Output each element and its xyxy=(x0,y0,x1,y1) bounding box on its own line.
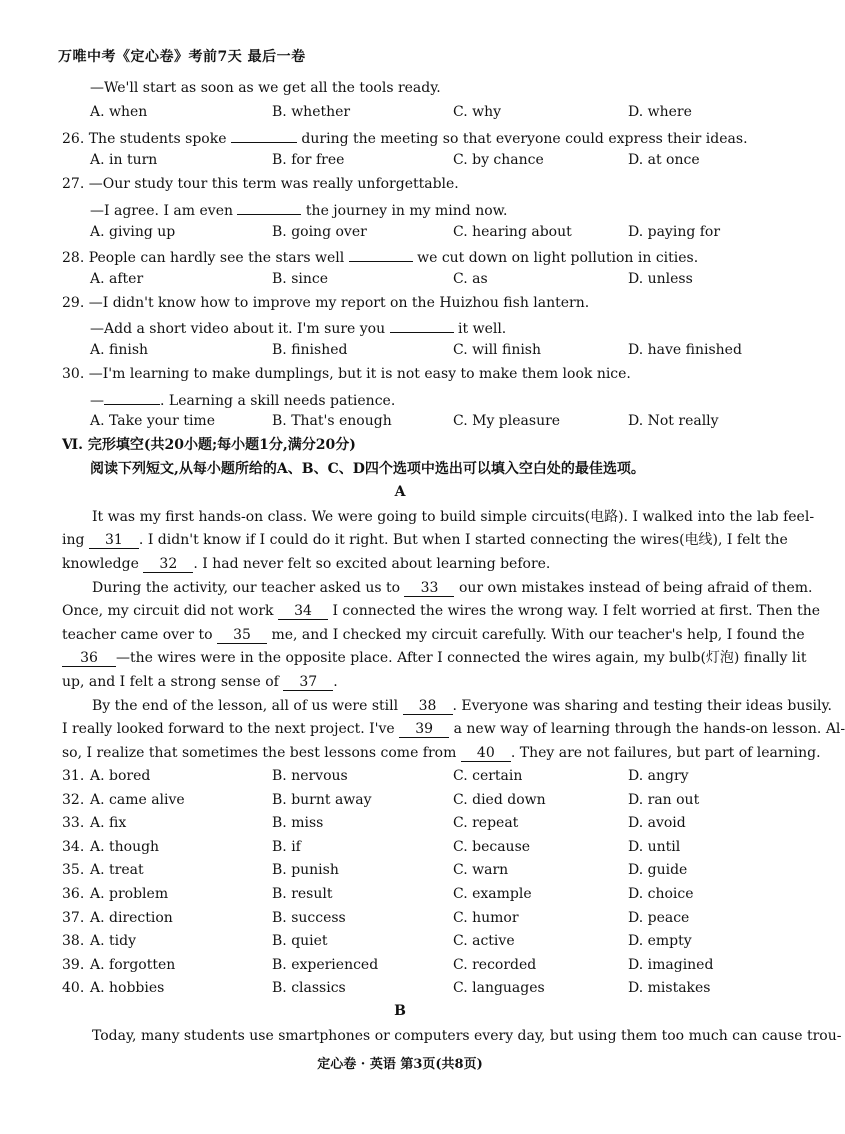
q28-option-d: D. unless xyxy=(628,271,693,287)
choice-option-d: D. imagined xyxy=(628,956,714,973)
blank-34: 34 xyxy=(278,603,328,620)
q29-option-d: D. have finished xyxy=(628,342,742,358)
choice-option-c: C. example xyxy=(453,886,532,902)
choice-option-b: B. experienced xyxy=(272,956,379,973)
q28-option-c: C. as xyxy=(453,271,488,287)
passage-text: knowledge xyxy=(62,556,139,572)
blank-35: 35 xyxy=(217,627,267,644)
choice-option-b: B. punish xyxy=(272,862,339,879)
choice-number: 38. xyxy=(62,933,85,950)
choice-option-b: B. burnt away xyxy=(272,791,372,808)
q28-text-after: we cut down on light pollution in cities. xyxy=(417,250,699,266)
q29-line2-before: —Add a short video about it. I'm sure you xyxy=(90,321,386,337)
choice-option-b: B. nervous xyxy=(272,768,348,784)
choice-option-a: A. fix xyxy=(90,815,127,832)
passage-b-label: B xyxy=(394,1003,406,1019)
choice-option-a: A. direction xyxy=(90,909,173,926)
choice-option-a: A. came alive xyxy=(90,791,185,808)
q28-text-before: People can hardly see the stars well xyxy=(88,250,345,266)
blank-37: 37 xyxy=(283,674,333,691)
q26-option-d: D. at once xyxy=(628,152,700,168)
q27-line1: —Our study tour this term was really unforgettable. xyxy=(88,176,459,192)
choice-option-c: C. because xyxy=(453,838,531,855)
choice-option-d: D. guide xyxy=(628,862,688,879)
choice-option-a: A. tidy xyxy=(90,933,136,950)
q28-option-b: B. since xyxy=(272,271,328,287)
q27-line2 xyxy=(90,199,507,220)
q26-option-c: C. by chance xyxy=(453,152,544,168)
passage-line: It was my first hands-on class. We were going to build simple circuits(电路). I walked into the lab feel- xyxy=(92,509,815,525)
q27-option-b: B. going over xyxy=(272,224,367,240)
passage-line xyxy=(62,555,550,573)
q26-text-before: The students spoke xyxy=(88,131,227,147)
blank-36: 36 xyxy=(62,650,116,667)
passage-line xyxy=(62,744,821,762)
choice-option-c: C. warn xyxy=(453,862,509,879)
q30-option-c: C. My pleasure xyxy=(453,413,561,429)
choice-option-c: C. languages xyxy=(453,980,545,997)
choice-option-d: D. choice xyxy=(628,886,694,902)
q26-option-b: B. for free xyxy=(272,152,345,168)
q27-option-d: D. paying for xyxy=(628,224,721,240)
q27-number: 27. xyxy=(62,176,85,192)
q29-line2 xyxy=(90,317,506,338)
passage-line xyxy=(92,697,832,715)
choice-option-c: C. humor xyxy=(453,909,519,926)
passage-line xyxy=(62,673,338,691)
page-footer: 定心卷 · 英语 第3页(共8页) xyxy=(317,1057,483,1072)
choice-option-c: C. certain xyxy=(453,768,523,784)
passage-text: . They are not failures, but part of learning. xyxy=(510,745,821,761)
choice-option-c: C. active xyxy=(453,933,515,950)
passage-text: . xyxy=(333,674,338,690)
passage-text: our own mistakes instead of being afraid of them. xyxy=(458,580,813,596)
q26-stem xyxy=(62,127,748,148)
q26-blank xyxy=(231,127,297,143)
passage-text: me, and I checked my circuit carefully. With our teacher's help, I found the xyxy=(271,627,805,643)
passage-text: a new way of learning through the hands-on lesson. Al- xyxy=(453,721,845,737)
q27-option-c: C. hearing about xyxy=(453,224,572,240)
q29-option-b: B. finished xyxy=(272,342,348,358)
q30-option-a: A. Take your time xyxy=(90,413,215,429)
passage-text: so, I realize that sometimes the best lessons come from xyxy=(62,745,457,761)
q25-option-b: B. whether xyxy=(272,104,351,120)
q27-line2-before: —I agree. I am even xyxy=(90,203,234,219)
q30-line2-after: . Learning a skill needs patience. xyxy=(160,393,396,409)
passage-line xyxy=(92,579,812,597)
q30-option-d: D. Not really xyxy=(628,413,719,429)
choice-option-b: B. result xyxy=(272,886,333,902)
passage-text: teacher came over to xyxy=(62,627,213,643)
passage-b-line: Today, many students use smartphones or computers every day, but using them too much can cause trou- xyxy=(92,1028,842,1044)
passage-text: ing xyxy=(62,532,85,548)
choice-number: 39. xyxy=(62,956,85,973)
passage-a-label: A xyxy=(394,484,406,500)
q25-option-d: D. where xyxy=(628,104,692,120)
q27-line2-after: the journey in my mind now. xyxy=(305,203,508,219)
q30-option-b: B. That's enough xyxy=(272,413,392,429)
q26-option-a: A. in turn xyxy=(90,152,158,168)
choice-option-a: A. treat xyxy=(90,862,144,879)
passage-line xyxy=(62,720,845,738)
blank-39: 39 xyxy=(399,721,449,738)
choice-number: 33. xyxy=(62,815,85,832)
choice-option-d: D. avoid xyxy=(628,815,686,832)
passage-line xyxy=(62,602,820,620)
q29-number: 29. xyxy=(62,295,85,311)
choice-option-d: D. empty xyxy=(628,933,692,950)
q29-blank xyxy=(390,317,454,333)
q30-number: 30. xyxy=(62,366,85,382)
choice-option-d: D. mistakes xyxy=(628,980,711,997)
choice-option-d: D. ran out xyxy=(628,791,700,808)
q30-line2-before: — xyxy=(90,393,104,409)
blank-38: 38 xyxy=(403,698,453,715)
choice-option-b: B. if xyxy=(272,838,301,855)
section-instruction: 阅读下列短文,从每小题所给的A、B、C、D四个选项中选出可以填入空白处的最佳选项。 xyxy=(90,461,645,477)
choice-option-b: B. quiet xyxy=(272,933,328,950)
choice-option-c: C. repeat xyxy=(453,815,519,832)
q29-line1: —I didn't know how to improve my report on the Huizhou fish lantern. xyxy=(88,295,590,311)
passage-line xyxy=(62,626,805,644)
q27-option-a: A. giving up xyxy=(90,224,176,240)
choice-number: 35. xyxy=(62,862,85,879)
q25-reply: —We'll start as soon as we get all the tools ready. xyxy=(90,80,441,96)
q29-line2-after: it well. xyxy=(458,321,507,337)
q30-line2 xyxy=(90,389,395,410)
q28-stem xyxy=(62,246,698,267)
blank-31: 31 xyxy=(89,532,139,549)
choice-option-b: B. miss xyxy=(272,815,324,832)
choice-option-a: A. bored xyxy=(90,768,151,784)
section-title: Ⅵ. 完形填空(共20小题;每小题1分,满分20分) xyxy=(62,437,356,453)
blank-32: 32 xyxy=(143,556,193,573)
choice-option-c: C. died down xyxy=(453,791,546,808)
choice-option-c: C. recorded xyxy=(453,956,537,973)
choice-option-a: A. hobbies xyxy=(90,980,165,997)
choice-number: 32. xyxy=(62,791,85,808)
choice-number: 36. xyxy=(62,886,85,902)
passage-text: . Everyone was sharing and testing their ideas busily. xyxy=(452,698,832,714)
page-header: 万唯中考《定心卷》考前7天 最后一卷 xyxy=(58,49,306,65)
q26-number: 26. xyxy=(62,131,85,147)
passage-text: I connected the wires the wrong way. I felt worried at first. Then the xyxy=(332,603,820,619)
q29-option-c: C. will finish xyxy=(453,342,542,358)
passage-line xyxy=(62,531,788,549)
passage-text: —the wires were in the opposite place. After I connected the wires again, my bulb(灯泡) finally lit xyxy=(116,650,807,666)
q28-option-a: A. after xyxy=(90,271,144,287)
q29-stem xyxy=(62,294,589,312)
passage-text: . I had never felt so excited about learning before. xyxy=(193,556,551,572)
choice-option-a: A. forgotten xyxy=(90,956,176,973)
passage-text: During the activity, our teacher asked us to xyxy=(92,580,401,596)
passage-text: . I didn't know if I could do it right. But when I started connecting the wires(电线), I felt the xyxy=(138,532,788,548)
passage-text: I really looked forward to the next project. I've xyxy=(62,721,395,737)
q25-option-c: C. why xyxy=(453,104,502,120)
choice-option-d: D. peace xyxy=(628,909,690,926)
q29-option-a: A. finish xyxy=(90,342,149,358)
passage-text: up, and I felt a strong sense of xyxy=(62,674,279,690)
choice-option-a: A. problem xyxy=(90,886,169,902)
choice-number: 31. xyxy=(62,768,85,784)
passage-text: By the end of the lesson, all of us were still xyxy=(92,698,399,714)
choice-option-b: B. classics xyxy=(272,980,346,997)
choice-option-b: B. success xyxy=(272,909,346,926)
q28-blank xyxy=(349,246,413,262)
q30-stem xyxy=(62,365,631,383)
choice-option-a: A. though xyxy=(90,838,160,855)
choice-option-d: D. angry xyxy=(628,768,689,784)
q27-blank xyxy=(237,199,301,215)
choice-number: 34. xyxy=(62,838,85,855)
q27-stem xyxy=(62,175,459,193)
q30-blank xyxy=(104,389,160,405)
passage-text: Once, my circuit did not work xyxy=(62,603,274,619)
choice-number: 40. xyxy=(62,980,85,997)
q30-line1: —I'm learning to make dumplings, but it is not easy to make them look nice. xyxy=(88,366,631,382)
q28-number: 28. xyxy=(62,250,85,266)
blank-33: 33 xyxy=(404,580,454,597)
choice-number: 37. xyxy=(62,909,85,926)
choice-option-d: D. until xyxy=(628,838,681,855)
passage-line xyxy=(62,649,806,667)
q26-text-after: during the meeting so that everyone could express their ideas. xyxy=(301,131,748,147)
blank-40: 40 xyxy=(461,745,511,762)
q25-option-a: A. when xyxy=(90,104,148,120)
